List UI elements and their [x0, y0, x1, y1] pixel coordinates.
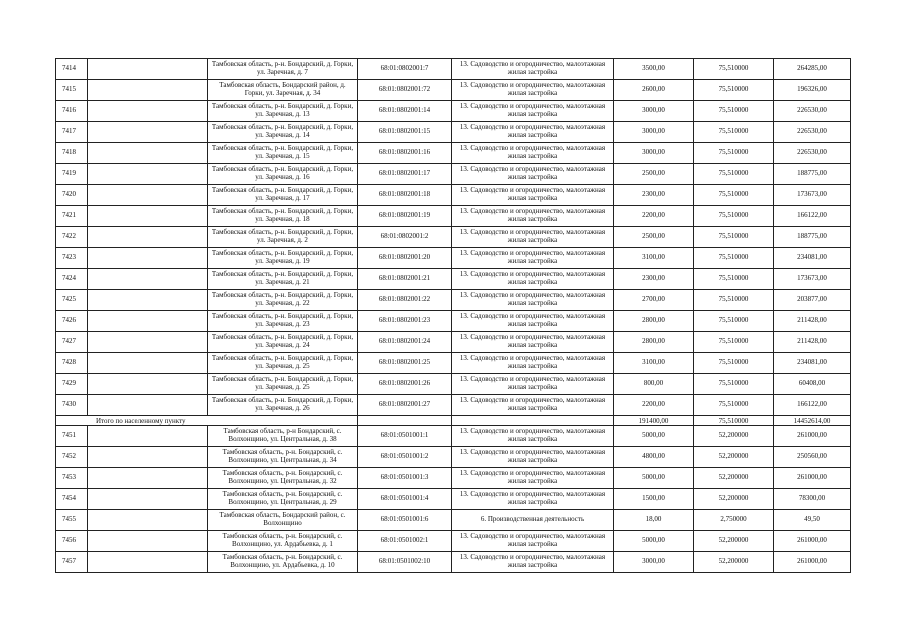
row-number: 7451 [56, 426, 88, 447]
row-number: 7419 [56, 164, 88, 185]
area-cell: 2300,00 [614, 185, 694, 206]
area-cell: 2200,00 [614, 395, 694, 416]
blank-cell [88, 468, 208, 489]
row-number: 7414 [56, 59, 88, 80]
specific-value-cell: 75,510000 [694, 227, 774, 248]
land-use-cell: 13. Садоводство и огородничество, малоэтажная жилая застройка [452, 206, 614, 227]
cadastral-value-table [55, 58, 851, 573]
area-cell: 2700,00 [614, 290, 694, 311]
area-cell: 3000,00 [614, 552, 694, 573]
area-cell: 18,00 [614, 510, 694, 531]
area-cell: 3000,00 [614, 101, 694, 122]
table-row [56, 164, 851, 185]
blank-cell [88, 531, 208, 552]
specific-value-cell: 52,200000 [694, 468, 774, 489]
cadastral-value-cell: 226530,00 [774, 143, 851, 164]
table-row [56, 206, 851, 227]
cadastral-number-cell: 68:01:0802001:7 [358, 59, 452, 80]
area-cell: 3000,00 [614, 122, 694, 143]
table-row [56, 353, 851, 374]
address-cell: Тамбовская область, р-н. Бондарский, д. Горки, ул. Заречная, д. 22 [208, 290, 358, 311]
area-cell: 2500,00 [614, 164, 694, 185]
land-use-cell: 13. Садоводство и огородничество, малоэтажная жилая застройка [452, 489, 614, 510]
cadastral-number-cell: 68:01:0802001:22 [358, 290, 452, 311]
area-cell: 800,00 [614, 374, 694, 395]
land-use-cell: 13. Садоводство и огородничество, малоэтажная жилая застройка [452, 185, 614, 206]
address-cell: Тамбовская область, р-н. Бондарский, д. Горки, ул. Заречная, д. 13 [208, 101, 358, 122]
cadastral-value-cell: 261000,00 [774, 552, 851, 573]
table-row [56, 59, 851, 80]
address-cell: Тамбовская область, р-н. Бондарский, д. Горки, ул. Заречная, д. 21 [208, 269, 358, 290]
table-row [56, 80, 851, 101]
row-number: 7417 [56, 122, 88, 143]
table-row [56, 468, 851, 489]
row-number: 7415 [56, 80, 88, 101]
total-area: 191400,00 [614, 416, 694, 426]
address-cell: Тамбовская область, р-н. Бондарский, д. Горки, ул. Заречная, д. 18 [208, 206, 358, 227]
area-cell: 3100,00 [614, 353, 694, 374]
table-row [56, 531, 851, 552]
address-cell: Тамбовская область, р-н. Бондарский, с. Волхонщино, ул. Центральная, д. 29 [208, 489, 358, 510]
address-cell: Тамбовская область, р-н. Бондарский, д. Горки, ул. Заречная, д. 23 [208, 311, 358, 332]
land-use-cell: 13. Садоводство и огородничество, малоэтажная жилая застройка [452, 290, 614, 311]
specific-value-cell: 75,510000 [694, 395, 774, 416]
table-row [56, 510, 851, 531]
cadastral-number-cell: 68:01:0802001:23 [358, 311, 452, 332]
land-use-cell: 13. Садоводство и огородничество, малоэтажная жилая застройка [452, 59, 614, 80]
cadastral-number-cell: 68:01:0802001:19 [358, 206, 452, 227]
address-cell: Тамбовская область, Бондарский район, с. Волхонщино [208, 510, 358, 531]
row-number: 7453 [56, 468, 88, 489]
land-use-cell: 13. Садоводство и огородничество, малоэтажная жилая застройка [452, 227, 614, 248]
land-use-cell: 13. Садоводство и огородничество, малоэтажная жилая застройка [452, 311, 614, 332]
land-use-cell: 13. Садоводство и огородничество, малоэтажная жилая застройка [452, 353, 614, 374]
row-number: 7455 [56, 510, 88, 531]
blank-cell [88, 227, 208, 248]
address-cell: Тамбовская область, р-н. Бондарский, д. Горки, ул. Заречная, д. 15 [208, 143, 358, 164]
specific-value-cell: 52,200000 [694, 426, 774, 447]
area-cell: 3500,00 [614, 59, 694, 80]
specific-value-cell: 75,510000 [694, 101, 774, 122]
table-body-total [56, 416, 851, 426]
blank-cell [88, 59, 208, 80]
cadastral-number-cell: 68:01:0802001:20 [358, 248, 452, 269]
area-cell: 5000,00 [614, 531, 694, 552]
total-label: Итого по населенному пункту [56, 416, 358, 426]
specific-value-cell: 75,510000 [694, 59, 774, 80]
cadastral-number-cell: 68:01:0501001:4 [358, 489, 452, 510]
row-number: 7422 [56, 227, 88, 248]
row-number: 7423 [56, 248, 88, 269]
address-cell: Тамбовская область, р-н. Бондарский, д. Горки, ул. Заречная, д. 17 [208, 185, 358, 206]
specific-value-cell: 75,510000 [694, 269, 774, 290]
cadastral-number-cell: 68:01:0802001:72 [358, 80, 452, 101]
cadastral-value-cell: 234081,00 [774, 353, 851, 374]
table-row [56, 143, 851, 164]
row-number: 7426 [56, 311, 88, 332]
land-use-cell: 13. Садоводство и огородничество, малоэтажная жилая застройка [452, 395, 614, 416]
cadastral-value-cell: 173673,00 [774, 185, 851, 206]
row-number: 7420 [56, 185, 88, 206]
area-cell: 5000,00 [614, 468, 694, 489]
cadastral-number-cell: 68:01:0802001:17 [358, 164, 452, 185]
cadastral-number-cell: 68:01:0802001:16 [358, 143, 452, 164]
row-number: 7427 [56, 332, 88, 353]
area-cell: 3000,00 [614, 143, 694, 164]
cadastral-value-cell: 226530,00 [774, 122, 851, 143]
cadastral-number-cell: 68:01:0802001:26 [358, 374, 452, 395]
cadastral-value-cell: 211428,00 [774, 311, 851, 332]
land-use-cell: 6. Производственная деятельность [452, 510, 614, 531]
specific-value-cell: 52,200000 [694, 531, 774, 552]
specific-value-cell: 75,510000 [694, 80, 774, 101]
cadastral-number-cell: 68:01:0802001:2 [358, 227, 452, 248]
area-cell: 4800,00 [614, 447, 694, 468]
cadastral-value-cell: 226530,00 [774, 101, 851, 122]
cadastral-number-cell: 68:01:0802001:24 [358, 332, 452, 353]
land-use-cell: 13. Садоводство и огородничество, малоэтажная жилая застройка [452, 374, 614, 395]
address-cell: Тамбовская область, р-н. Бондарский, д. Горки, ул. Заречная, д. 25 [208, 374, 358, 395]
table-row [56, 332, 851, 353]
address-cell: Тамбовская область, р-н. Бондарский, д. Горки, ул. Заречная, д. 16 [208, 164, 358, 185]
blank-cell [88, 426, 208, 447]
blank-cell [88, 101, 208, 122]
total-value: 14452614,00 [774, 416, 851, 426]
table-row [56, 227, 851, 248]
table-row [56, 374, 851, 395]
land-use-cell: 13. Садоводство и огородничество, малоэтажная жилая застройка [452, 122, 614, 143]
specific-value-cell: 75,510000 [694, 122, 774, 143]
specific-value-cell: 75,510000 [694, 332, 774, 353]
cadastral-value-cell: 196326,00 [774, 80, 851, 101]
total-rate: 75,510000 [694, 416, 774, 426]
land-use-cell: 13. Садоводство и огородничество, малоэтажная жилая застройка [452, 164, 614, 185]
blank-cell [88, 290, 208, 311]
address-cell: Тамбовская область, р-н. Бондарский, с. Волхонщино, ул. Центральная, д. 34 [208, 447, 358, 468]
table-body-before-total [56, 59, 851, 416]
blank-cell [88, 206, 208, 227]
specific-value-cell: 52,200000 [694, 552, 774, 573]
blank-cell [88, 447, 208, 468]
total-cad-cell [358, 416, 452, 426]
land-use-cell: 13. Садоводство и огородничество, малоэтажная жилая застройка [452, 269, 614, 290]
blank-cell [88, 489, 208, 510]
cadastral-number-cell: 68:01:0802001:14 [358, 101, 452, 122]
cadastral-value-cell: 166122,00 [774, 395, 851, 416]
address-cell: Тамбовская область, Бондарский район, д. Горки, ул. Заречная, д. 34 [208, 80, 358, 101]
blank-cell [88, 185, 208, 206]
blank-cell [88, 80, 208, 101]
area-cell: 5000,00 [614, 426, 694, 447]
table-row [56, 101, 851, 122]
row-number: 7456 [56, 531, 88, 552]
address-cell: Тамбовская область, р-н. Бондарский, с. Волхонщино, ул. Ардабьевка, д. 10 [208, 552, 358, 573]
land-use-cell: 13. Садоводство и огородничество, малоэтажная жилая застройка [452, 101, 614, 122]
blank-cell [88, 353, 208, 374]
land-use-cell: 13. Садоводство и огородничество, малоэтажная жилая застройка [452, 80, 614, 101]
area-cell: 2200,00 [614, 206, 694, 227]
area-cell: 2500,00 [614, 227, 694, 248]
specific-value-cell: 75,510000 [694, 374, 774, 395]
blank-cell [88, 374, 208, 395]
cadastral-number-cell: 68:01:0802001:27 [358, 395, 452, 416]
address-cell: Тамбовская область, р-н. Бондарский, д. Горки, ул. Заречная, д. 26 [208, 395, 358, 416]
cadastral-value-cell: 261000,00 [774, 468, 851, 489]
cadastral-number-cell: 68:01:0501001:1 [358, 426, 452, 447]
address-cell: Тамбовская область, р-н. Бондарский, с. Волхонщино, ул. Центральная, д. 32 [208, 468, 358, 489]
specific-value-cell: 75,510000 [694, 353, 774, 374]
cadastral-number-cell: 68:01:0501002:10 [358, 552, 452, 573]
blank-cell [88, 311, 208, 332]
blank-cell [88, 269, 208, 290]
cadastral-number-cell: 68:01:0501001:3 [358, 468, 452, 489]
cadastral-number-cell: 68:01:0802001:18 [358, 185, 452, 206]
cadastral-number-cell: 68:01:0802001:21 [358, 269, 452, 290]
row-number: 7421 [56, 206, 88, 227]
cadastral-value-cell: 49,50 [774, 510, 851, 531]
blank-cell [88, 395, 208, 416]
table-row [56, 185, 851, 206]
row-number: 7452 [56, 447, 88, 468]
area-cell: 1500,00 [614, 489, 694, 510]
row-number: 7457 [56, 552, 88, 573]
table-row [56, 552, 851, 573]
address-cell: Тамбовская область, р-н. Бондарский, с. Волхонщино, ул. Ардабьевка, д. 1 [208, 531, 358, 552]
address-cell: Тамбовская область, р-н. Бондарский, д. Горки, ул. Заречная, д. 14 [208, 122, 358, 143]
cadastral-number-cell: 68:01:0501001:6 [358, 510, 452, 531]
total-row [56, 416, 851, 426]
specific-value-cell: 52,200000 [694, 489, 774, 510]
cadastral-number-cell: 68:01:0802001:15 [358, 122, 452, 143]
blank-cell [88, 248, 208, 269]
row-number: 7429 [56, 374, 88, 395]
specific-value-cell: 75,510000 [694, 290, 774, 311]
table-row [56, 248, 851, 269]
blank-cell [88, 332, 208, 353]
table-row [56, 426, 851, 447]
land-use-cell: 13. Садоводство и огородничество, малоэтажная жилая застройка [452, 468, 614, 489]
table-row [56, 395, 851, 416]
row-number: 7425 [56, 290, 88, 311]
area-cell: 2800,00 [614, 311, 694, 332]
blank-cell [88, 552, 208, 573]
cadastral-value-cell: 78300,00 [774, 489, 851, 510]
specific-value-cell: 52,200000 [694, 447, 774, 468]
land-use-cell: 13. Садоводство и огородничество, малоэтажная жилая застройка [452, 447, 614, 468]
row-number: 7424 [56, 269, 88, 290]
cadastral-number-cell: 68:01:0501001:2 [358, 447, 452, 468]
specific-value-cell: 75,510000 [694, 206, 774, 227]
specific-value-cell: 75,510000 [694, 143, 774, 164]
blank-cell [88, 510, 208, 531]
cadastral-value-cell: 264285,00 [774, 59, 851, 80]
row-number: 7428 [56, 353, 88, 374]
table-body-after-total [56, 426, 851, 573]
address-cell: Тамбовская область, р-н. Бондарский, д. Горки, ул. Заречная, д. 24 [208, 332, 358, 353]
address-cell: Тамбовская область, р-н. Бондарский, д. Горки, ул. Заречная, д. 2 [208, 227, 358, 248]
table-row [56, 269, 851, 290]
specific-value-cell: 2,750000 [694, 510, 774, 531]
land-use-cell: 13. Садоводство и огородничество, малоэтажная жилая застройка [452, 531, 614, 552]
row-number: 7454 [56, 489, 88, 510]
cadastral-number-cell: 68:01:0802001:25 [358, 353, 452, 374]
area-cell: 3100,00 [614, 248, 694, 269]
row-number: 7430 [56, 395, 88, 416]
table-row [56, 447, 851, 468]
table-row [56, 122, 851, 143]
land-use-cell: 13. Садоводство и огородничество, малоэтажная жилая застройка [452, 332, 614, 353]
row-number: 7418 [56, 143, 88, 164]
land-use-cell: 13. Садоводство и огородничество, малоэтажная жилая застройка [452, 552, 614, 573]
table-row [56, 290, 851, 311]
cadastral-value-cell: 188775,00 [774, 164, 851, 185]
address-cell: Тамбовская область, р-н. Бондарский, д. Горки, ул. Заречная, д. 7 [208, 59, 358, 80]
cadastral-value-cell: 261000,00 [774, 426, 851, 447]
address-cell: Тамбовская область, р-н. Бондарский, д. Горки, ул. Заречная, д. 19 [208, 248, 358, 269]
cadastral-number-cell: 68:01:0501002:1 [358, 531, 452, 552]
area-cell: 2800,00 [614, 332, 694, 353]
specific-value-cell: 75,510000 [694, 164, 774, 185]
area-cell: 2300,00 [614, 269, 694, 290]
cadastral-value-cell: 60408,00 [774, 374, 851, 395]
row-number: 7416 [56, 101, 88, 122]
cadastral-value-cell: 203877,00 [774, 290, 851, 311]
specific-value-cell: 75,510000 [694, 185, 774, 206]
address-cell: Тамбовская область, р-н. Бондарский, д. Горки, ул. Заречная, д. 25 [208, 353, 358, 374]
cadastral-value-cell: 173673,00 [774, 269, 851, 290]
address-cell: Тамбовская область, р-н Бондарский, с. Волхонщино, ул. Центральная, д. 38 [208, 426, 358, 447]
specific-value-cell: 75,510000 [694, 248, 774, 269]
land-use-cell: 13. Садоводство и огородничество, малоэтажная жилая застройка [452, 248, 614, 269]
cadastral-value-cell: 261000,00 [774, 531, 851, 552]
land-use-cell: 13. Садоводство и огородничество, малоэтажная жилая застройка [452, 426, 614, 447]
table-row [56, 489, 851, 510]
area-cell: 2600,00 [614, 80, 694, 101]
cadastral-value-cell: 188775,00 [774, 227, 851, 248]
table-row [56, 311, 851, 332]
total-use-cell [452, 416, 614, 426]
blank-cell [88, 164, 208, 185]
blank-cell [88, 143, 208, 164]
cadastral-value-cell: 234081,00 [774, 248, 851, 269]
cadastral-value-cell: 211428,00 [774, 332, 851, 353]
land-use-cell: 13. Садоводство и огородничество, малоэтажная жилая застройка [452, 143, 614, 164]
blank-cell [88, 122, 208, 143]
cadastral-value-cell: 166122,00 [774, 206, 851, 227]
specific-value-cell: 75,510000 [694, 311, 774, 332]
cadastral-value-cell: 250560,00 [774, 447, 851, 468]
